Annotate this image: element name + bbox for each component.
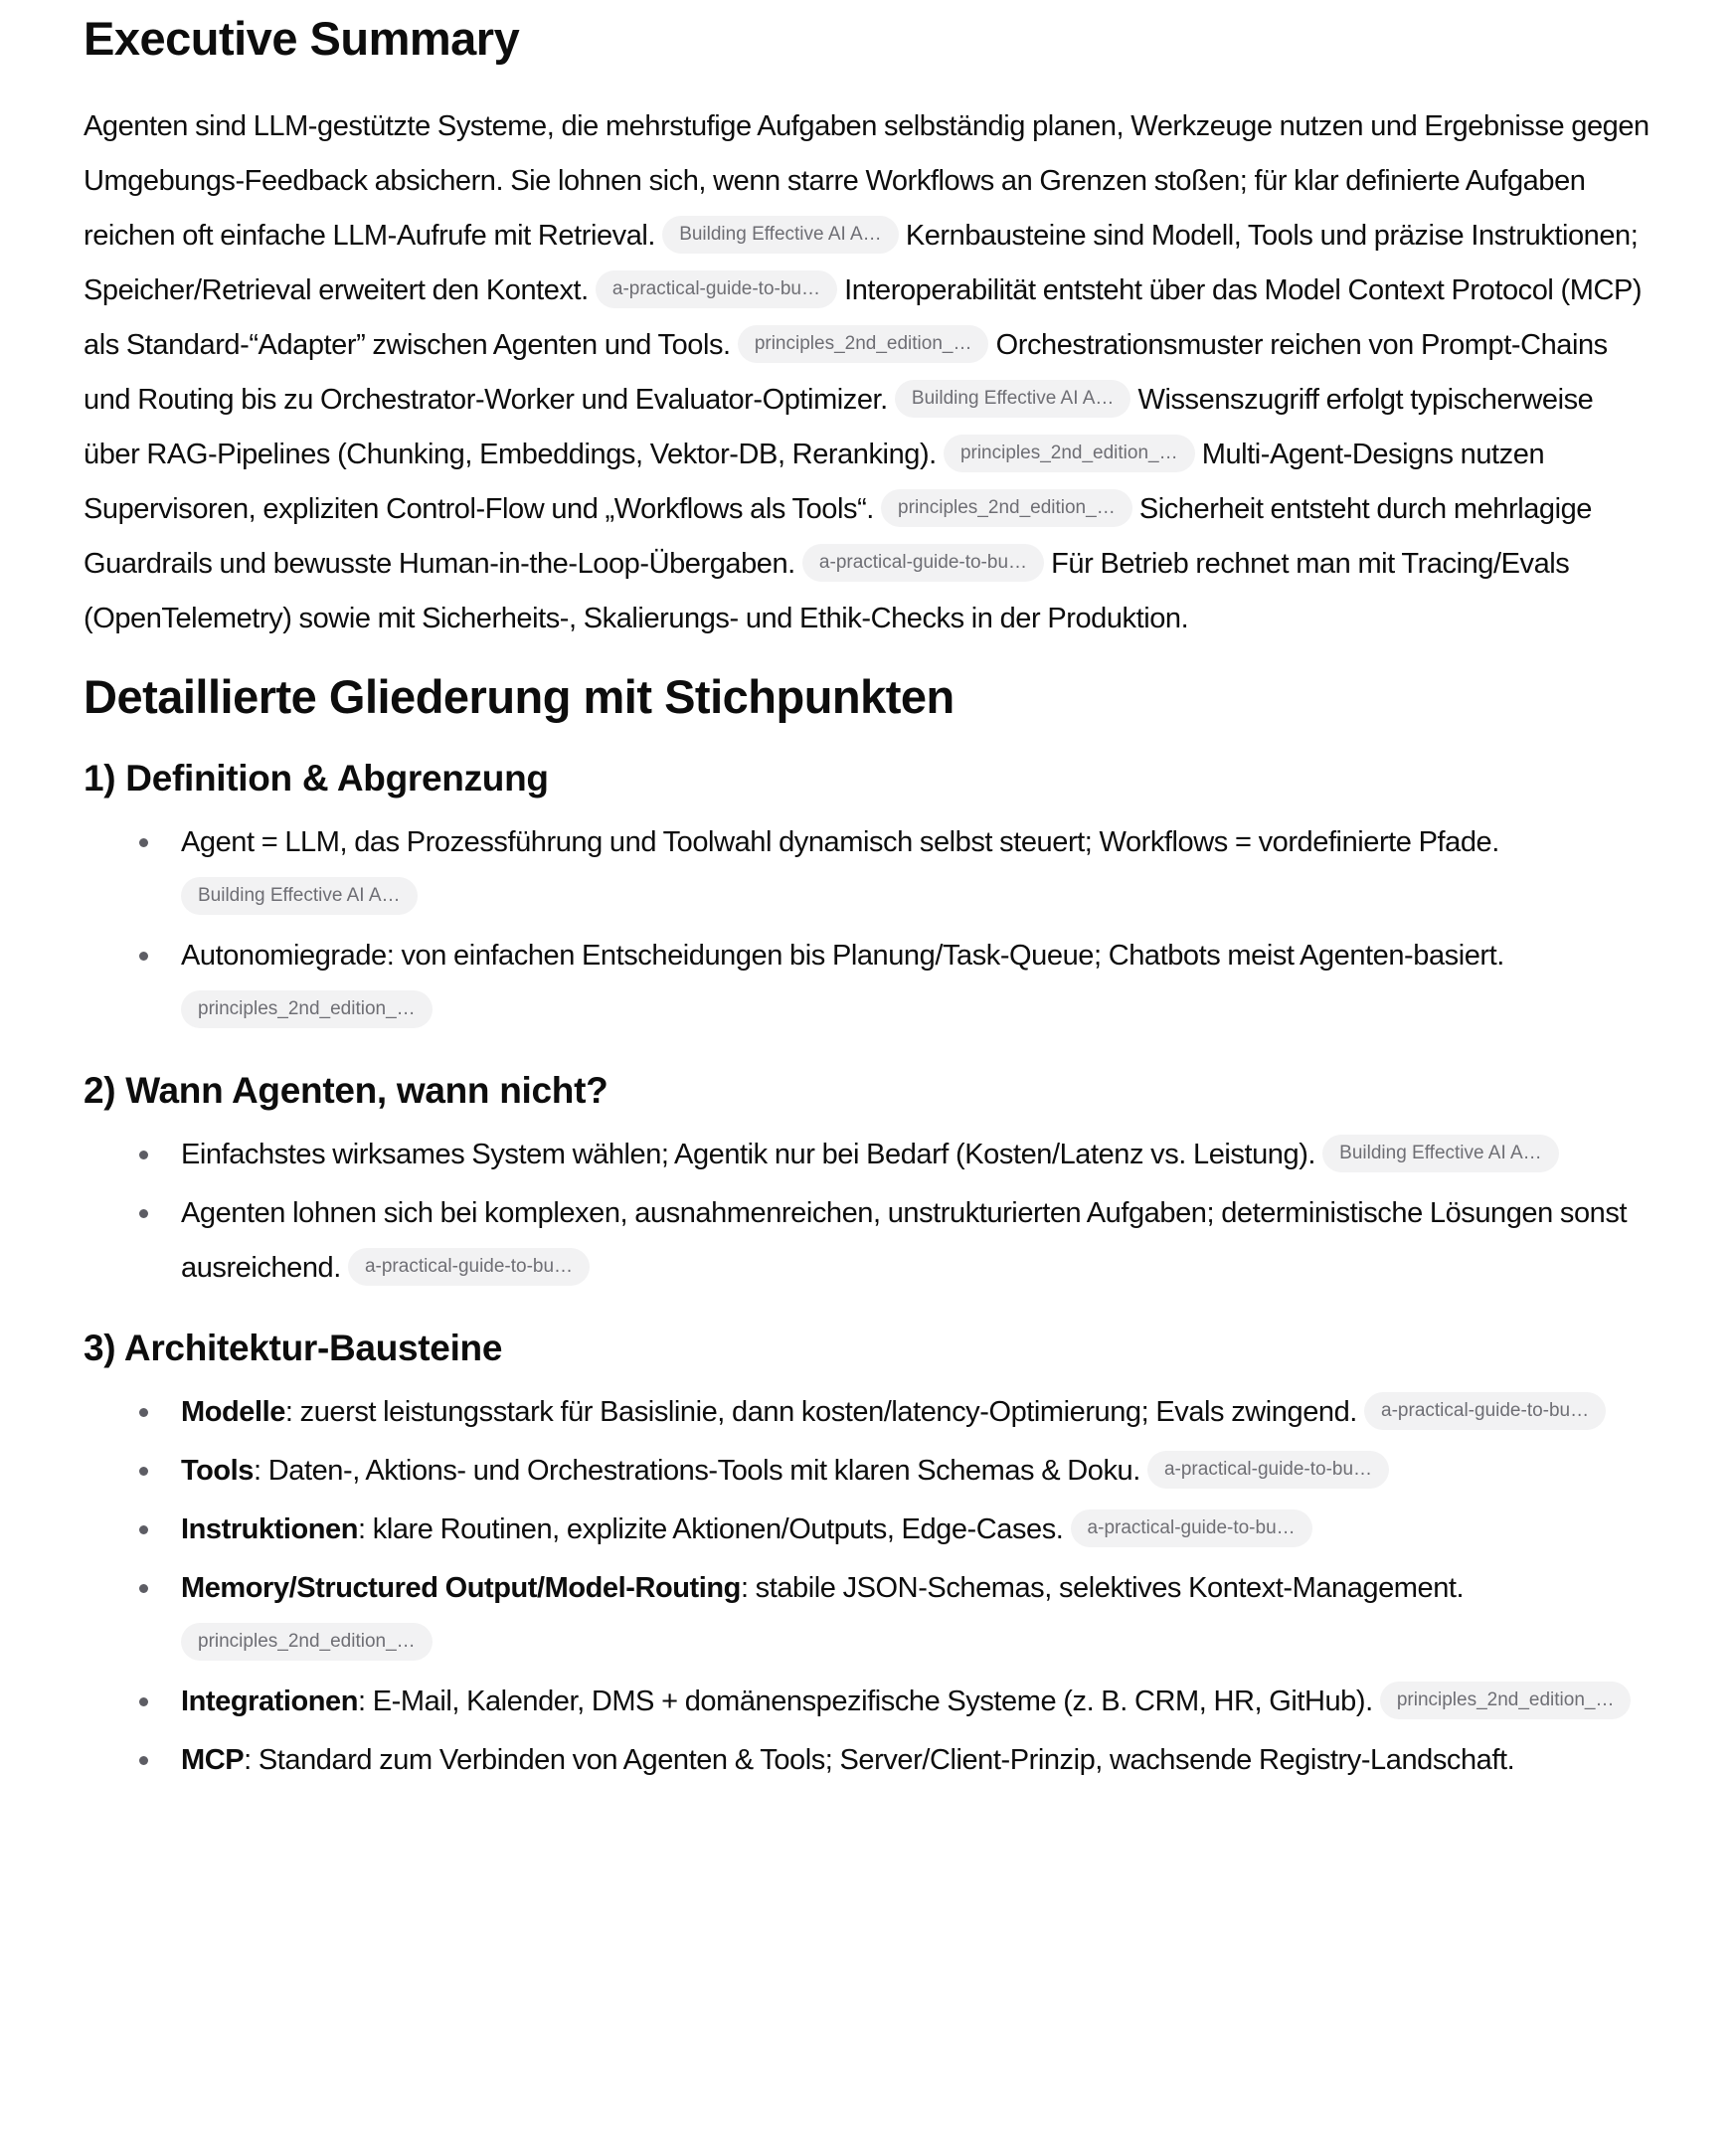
- citation-pill[interactable]: principles_2nd_edition_…: [738, 325, 989, 363]
- bullet-icon: [139, 1467, 148, 1476]
- body-text: : E-Mail, Kalender, DMS + domänenspezifische Systeme (z. B. CRM, HR, GitHub).: [358, 1686, 1373, 1717]
- body-text: : stabile JSON-Schemas, selektives Kontext-Management.: [740, 1572, 1465, 1604]
- body-text: : Daten-, Aktions- und Orchestrations-Tools mit klaren Schemas & Doku.: [254, 1455, 1140, 1487]
- bullet-icon: [139, 1408, 148, 1417]
- body-text: Kernbausteine sind Modell, Tools und präzise Instruktionen; Speicher/Retrieval erweitert den Kontext.: [84, 220, 1639, 306]
- bold-lead: Instruktionen: [181, 1513, 359, 1545]
- body-text: Agent = LLM, das Prozessführung und Toolwahl dynamisch selbst steuert; Workflows = vordefinierte Pfade.: [181, 826, 1499, 858]
- bold-lead: Integrationen: [181, 1686, 359, 1717]
- bullet-list: [84, 1128, 1652, 1296]
- bullet-list: [84, 815, 1652, 1038]
- bullet-item: [181, 1444, 1652, 1499]
- page-title: Executive Summary: [84, 12, 520, 65]
- citation-pill[interactable]: Building Effective AI A…: [662, 216, 899, 254]
- bullet-list: [84, 1385, 1652, 1788]
- section-heading: 3) Architektur-Bausteine: [84, 1328, 503, 1368]
- bullet-item: [181, 1385, 1652, 1440]
- body-text: Interoperabilität entsteht über das Model Context Protocol (MCP) als Standard-“Adapter” zwischen Agenten und Tools.: [84, 274, 1643, 361]
- body-text: : Standard zum Verbinden von Agenten & Tools; Server/Client-Prinzip, wachsende Registry-Landschaft.: [244, 1744, 1515, 1776]
- citation-pill[interactable]: a-practical-guide-to-bu…: [1071, 1509, 1312, 1547]
- bullet-item: [181, 815, 1652, 925]
- body-text: Agenten lohnen sich bei komplexen, ausnahmenreichen, unstrukturierten Aufgaben; deterministische Lösungen sonst ausreichend.: [181, 1197, 1628, 1284]
- outline-heading: Detaillierte Gliederung mit Stichpunkten: [84, 670, 955, 723]
- bullet-item: [181, 1503, 1652, 1557]
- citation-pill[interactable]: a-practical-guide-to-bu…: [1364, 1392, 1606, 1430]
- bullet-icon: [139, 1525, 148, 1534]
- section-heading: 1) Definition & Abgrenzung: [84, 758, 549, 799]
- outline-sections: [84, 756, 1652, 1788]
- section-heading: 2) Wann Agenten, wann nicht?: [84, 1070, 608, 1111]
- bullet-item: [181, 1561, 1652, 1671]
- bold-lead: Memory/Structured Output/Model-Routing: [181, 1572, 741, 1604]
- body-text: Wissenszugriff erfolgt typischerweise über RAG-Pipelines (Chunking, Embeddings, Vektor-DB, Reranking).: [84, 384, 1594, 470]
- body-text: Für Betrieb rechnet man mit Tracing/Evals (OpenTelemetry) sowie mit Sicherheits-, Skalierungs- und Ethik-Checks in der Produktion.: [84, 548, 1570, 634]
- citation-pill[interactable]: principles_2nd_edition_…: [944, 435, 1195, 472]
- bullet-icon: [139, 1584, 148, 1593]
- bullet-item: [181, 1733, 1652, 1788]
- citation-pill[interactable]: a-practical-guide-to-bu…: [596, 270, 837, 308]
- body-text: Agenten sind LLM-gestützte Systeme, die mehrstufige Aufgaben selbständig planen, Werkzeuge nutzen und Ergebnisse gegen Umgebungs-Feedback absichern. Sie lohnen sich, wenn starre Workflows an Grenzen stoßen; für klar definierte Aufgaben reichen oft einfache LLM-Aufrufe mit Retrieval.: [84, 110, 1649, 252]
- bullet-icon: [139, 1209, 148, 1218]
- citation-pill[interactable]: principles_2nd_edition_…: [181, 990, 433, 1028]
- executive-summary-paragraph: [84, 99, 1652, 646]
- citation-pill[interactable]: a-practical-guide-to-bu…: [348, 1248, 590, 1286]
- citation-pill[interactable]: principles_2nd_edition_…: [1380, 1682, 1632, 1719]
- citation-pill[interactable]: Building Effective AI A…: [181, 877, 418, 915]
- bold-lead: Tools: [181, 1455, 255, 1487]
- bullet-item: [181, 929, 1652, 1038]
- bullet-icon: [139, 838, 148, 847]
- bullet-item: [181, 1186, 1652, 1296]
- citation-pill[interactable]: principles_2nd_edition_…: [181, 1623, 433, 1661]
- body-text: : zuerst leistungsstark für Basislinie, dann kosten/latency-Optimierung; Evals zwingend.: [284, 1396, 1357, 1428]
- body-text: : klare Routinen, explizite Aktionen/Outputs, Edge-Cases.: [358, 1513, 1064, 1545]
- citation-pill[interactable]: a-practical-guide-to-bu…: [1147, 1451, 1389, 1489]
- body-text: Sicherheit entsteht durch mehrlagige Guardrails und bewusste Human-in-the-Loop-Übergaben.: [84, 493, 1592, 580]
- citation-pill[interactable]: Building Effective AI A…: [895, 380, 1131, 418]
- body-text: Orchestrationsmuster reichen von Prompt-Chains und Routing bis zu Orchestrator-Worker und Evaluator-Optimizer.: [84, 329, 1608, 416]
- bullet-icon: [139, 952, 148, 961]
- bullet-icon: [139, 1697, 148, 1706]
- bold-lead: Modelle: [181, 1396, 285, 1428]
- body-text: Autonomiegrade: von einfachen Entscheidungen bis Planung/Task-Queue; Chatbots meist Agenten-basiert.: [181, 940, 1504, 972]
- bullet-icon: [139, 1756, 148, 1765]
- bullet-item: [181, 1128, 1652, 1182]
- body-text: Multi-Agent-Designs nutzen Supervisoren, expliziten Control-Flow und „Workflows als Tools“.: [84, 439, 1545, 525]
- body-text: Einfachstes wirksames System wählen; Agentik nur bei Bedarf (Kosten/Latenz vs. Leistung).: [181, 1139, 1316, 1170]
- citation-pill[interactable]: Building Effective AI A…: [1322, 1135, 1559, 1172]
- bold-lead: MCP: [181, 1744, 245, 1776]
- citation-pill[interactable]: a-practical-guide-to-bu…: [802, 544, 1044, 582]
- bullet-item: [181, 1675, 1652, 1729]
- citation-pill[interactable]: principles_2nd_edition_…: [881, 489, 1132, 527]
- bullet-icon: [139, 1151, 148, 1159]
